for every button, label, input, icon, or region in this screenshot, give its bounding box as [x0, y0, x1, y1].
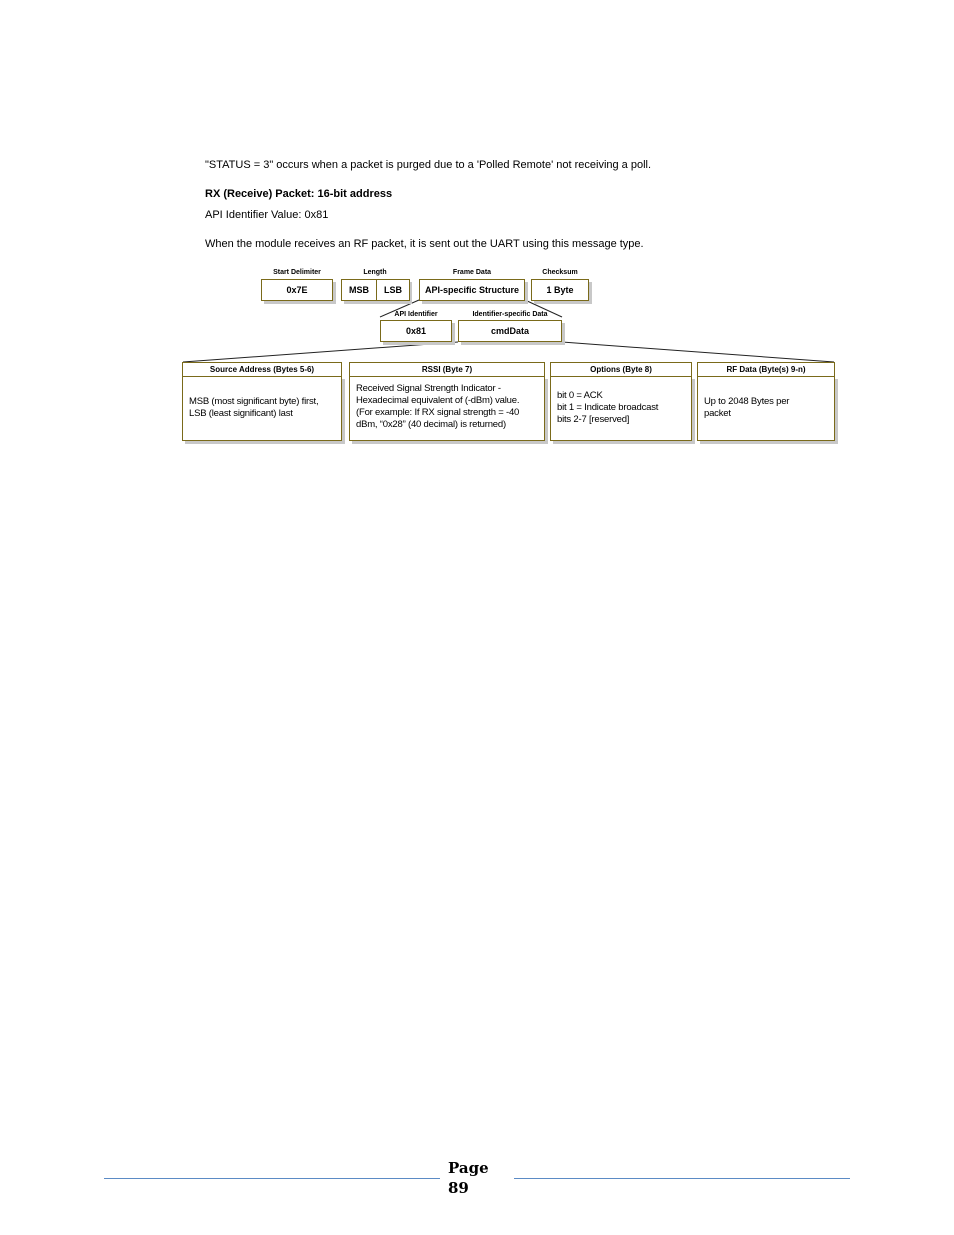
page-number: 89	[448, 1179, 469, 1197]
field-line: bits 2-7 [reserved]	[557, 414, 630, 425]
start-delimiter-label: Start Delimiter	[273, 269, 321, 276]
checksum-value: 1 Byte	[546, 285, 574, 295]
field-body-rssi	[349, 376, 545, 441]
status-note: "STATUS = 3" occurs when a packet is purged due to a 'Polled Remote' not receiving a poll.	[205, 159, 652, 171]
field-line: Received Signal Strength Indicator -	[356, 383, 501, 394]
api-identifier-box	[380, 320, 452, 342]
field-body-source-address	[182, 376, 342, 441]
checksum-label: Checksum	[542, 269, 578, 276]
footer-rule-left	[104, 1178, 440, 1179]
connector-left-bottom	[183, 342, 458, 362]
api-identifier-box-value: 0x81	[405, 326, 427, 336]
frame-data-label: Frame Data	[452, 269, 492, 276]
identifier-data-box	[458, 320, 562, 342]
connector-right-bottom	[562, 342, 834, 362]
field-body-options	[550, 376, 692, 441]
msb-cell	[341, 279, 377, 301]
field-line: bit 1 = Indicate broadcast	[557, 402, 659, 413]
field-line: bit 0 = ACK	[557, 390, 603, 401]
page-number-label	[448, 1158, 489, 1198]
frame-data-box	[419, 279, 525, 301]
field-line: Up to 2048 Bytes per	[704, 396, 790, 407]
footer-rule-right	[514, 1178, 850, 1179]
field-line: Hexadecimal equivalent of (-dBm) value.	[356, 395, 520, 406]
field-header-rf-data: RF Data (Byte(s) 9-n)	[697, 362, 835, 376]
field-line: dBm, “0x28” (40 decimal) is returned)	[356, 419, 506, 430]
length-label: Length	[363, 269, 387, 276]
field-header-rssi: RSSI (Byte 7)	[349, 362, 545, 376]
field-header-source-address: Source Address (Bytes 5-6)	[182, 362, 342, 376]
field-body-rf-data	[697, 376, 835, 441]
field-header-options: Options (Byte 8)	[550, 362, 692, 376]
page-word: Page	[448, 1159, 489, 1177]
checksum-box	[531, 279, 589, 301]
msb-value: MSB	[349, 285, 369, 295]
length-box	[341, 279, 409, 301]
field-line: (For example: If RX signal strength = -40	[356, 407, 520, 418]
api-identifier-label: API Identifier	[394, 311, 438, 318]
field-line: MSB (most significant byte) first,	[189, 396, 319, 407]
identifier-data-label: Identifier-specific Data	[472, 311, 548, 318]
lsb-value: LSB	[384, 285, 402, 295]
field-line: LSB (least significant) last	[189, 408, 293, 419]
identifier-data-value: cmdData	[490, 326, 529, 336]
field-line: packet	[704, 408, 731, 419]
start-delimiter-box	[261, 279, 333, 301]
api-identifier-value: API Identifier Value: 0x81	[205, 209, 329, 221]
start-delimiter-value: 0x7E	[286, 285, 308, 295]
lsb-cell	[376, 279, 410, 301]
frame-data-value: API-specific Structure	[424, 285, 520, 295]
section-heading: RX (Receive) Packet: 16-bit address	[205, 188, 393, 200]
description: When the module receives an RF packet, it is sent out the UART using this message type.	[205, 238, 644, 250]
